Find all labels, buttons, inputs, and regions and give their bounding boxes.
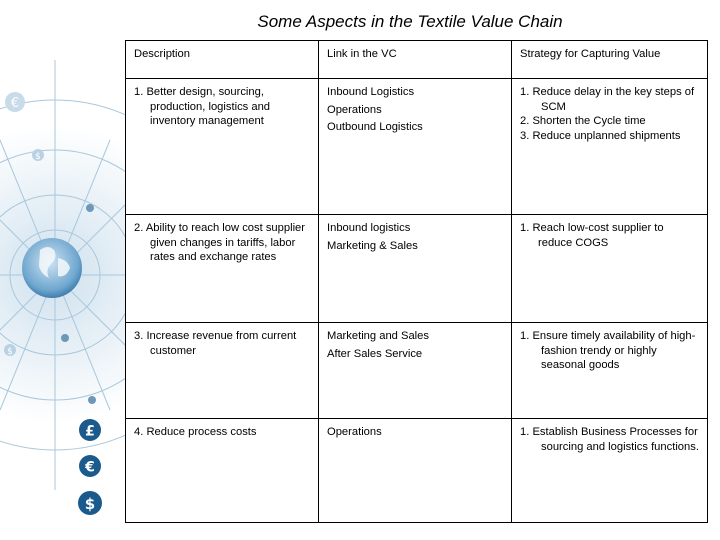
table-row — [126, 323, 708, 419]
link-item: Outbound Logistics — [327, 121, 423, 133]
description-text: 4. Reduce process costs — [134, 426, 257, 438]
globe-icon — [22, 238, 82, 298]
svg-text:$: $ — [84, 495, 96, 513]
row-description — [126, 419, 319, 523]
strategy-item: 2. Shorten the Cycle time — [520, 115, 646, 127]
link-item: Marketing & Sales — [327, 239, 418, 252]
row-strategy — [512, 419, 708, 523]
row-strategy — [512, 323, 708, 419]
table-row — [126, 419, 708, 523]
row-links — [319, 323, 512, 419]
table-row — [126, 79, 708, 215]
link-item: Operations — [327, 426, 382, 438]
link-item: After Sales Service — [327, 347, 423, 360]
row-strategy — [512, 215, 708, 323]
header-description: Description — [126, 41, 319, 79]
header-link-in-vc: Link in the VC — [319, 41, 512, 79]
svg-text:$: $ — [35, 152, 41, 162]
table-header-row — [126, 41, 708, 79]
strategy-item: 1. Reduce delay in the key steps of SCM — [520, 86, 695, 113]
strategy-item: 1. Establish Business Processes for sourcing and logistics functions. — [520, 426, 699, 453]
svg-text:€: € — [85, 459, 95, 476]
row-description — [126, 323, 319, 419]
svg-text:$: $ — [7, 347, 13, 357]
description-text: 2. Ability to reach low cost supplier given changes in tariffs, labor rates and exchange rates — [134, 222, 306, 263]
svg-text:£: £ — [85, 423, 95, 440]
link-item: Marketing and Sales — [327, 330, 429, 342]
globe-currency-background — [0, 0, 140, 540]
row-description — [126, 215, 319, 323]
value-chain-table — [125, 40, 708, 523]
link-item: Inbound logistics — [327, 222, 411, 234]
row-description — [126, 79, 319, 215]
row-links — [319, 419, 512, 523]
table-row — [126, 215, 708, 323]
description-text: 3. Increase revenue from current customer — [134, 330, 297, 357]
strategy-item: 1. Ensure timely availability of high-fashion trendy or highly seasonal goods — [520, 330, 696, 371]
link-item: Operations — [327, 103, 382, 116]
row-links — [319, 215, 512, 323]
slide-title: Some Aspects in the Textile Value Chain — [257, 12, 563, 31]
svg-text:€: € — [10, 96, 20, 111]
strategy-item: 3. Reduce unplanned shipments — [520, 129, 681, 142]
header-strategy: Strategy for Capturing Value — [512, 41, 708, 79]
link-item: Inbound Logistics — [327, 86, 415, 98]
row-strategy — [512, 79, 708, 215]
description-text: 1. Better design, sourcing, production, logistics and inventory management — [134, 86, 271, 127]
strategy-item: 1. Reach low-cost supplier to reduce COGS — [520, 222, 664, 249]
row-links — [319, 79, 512, 215]
